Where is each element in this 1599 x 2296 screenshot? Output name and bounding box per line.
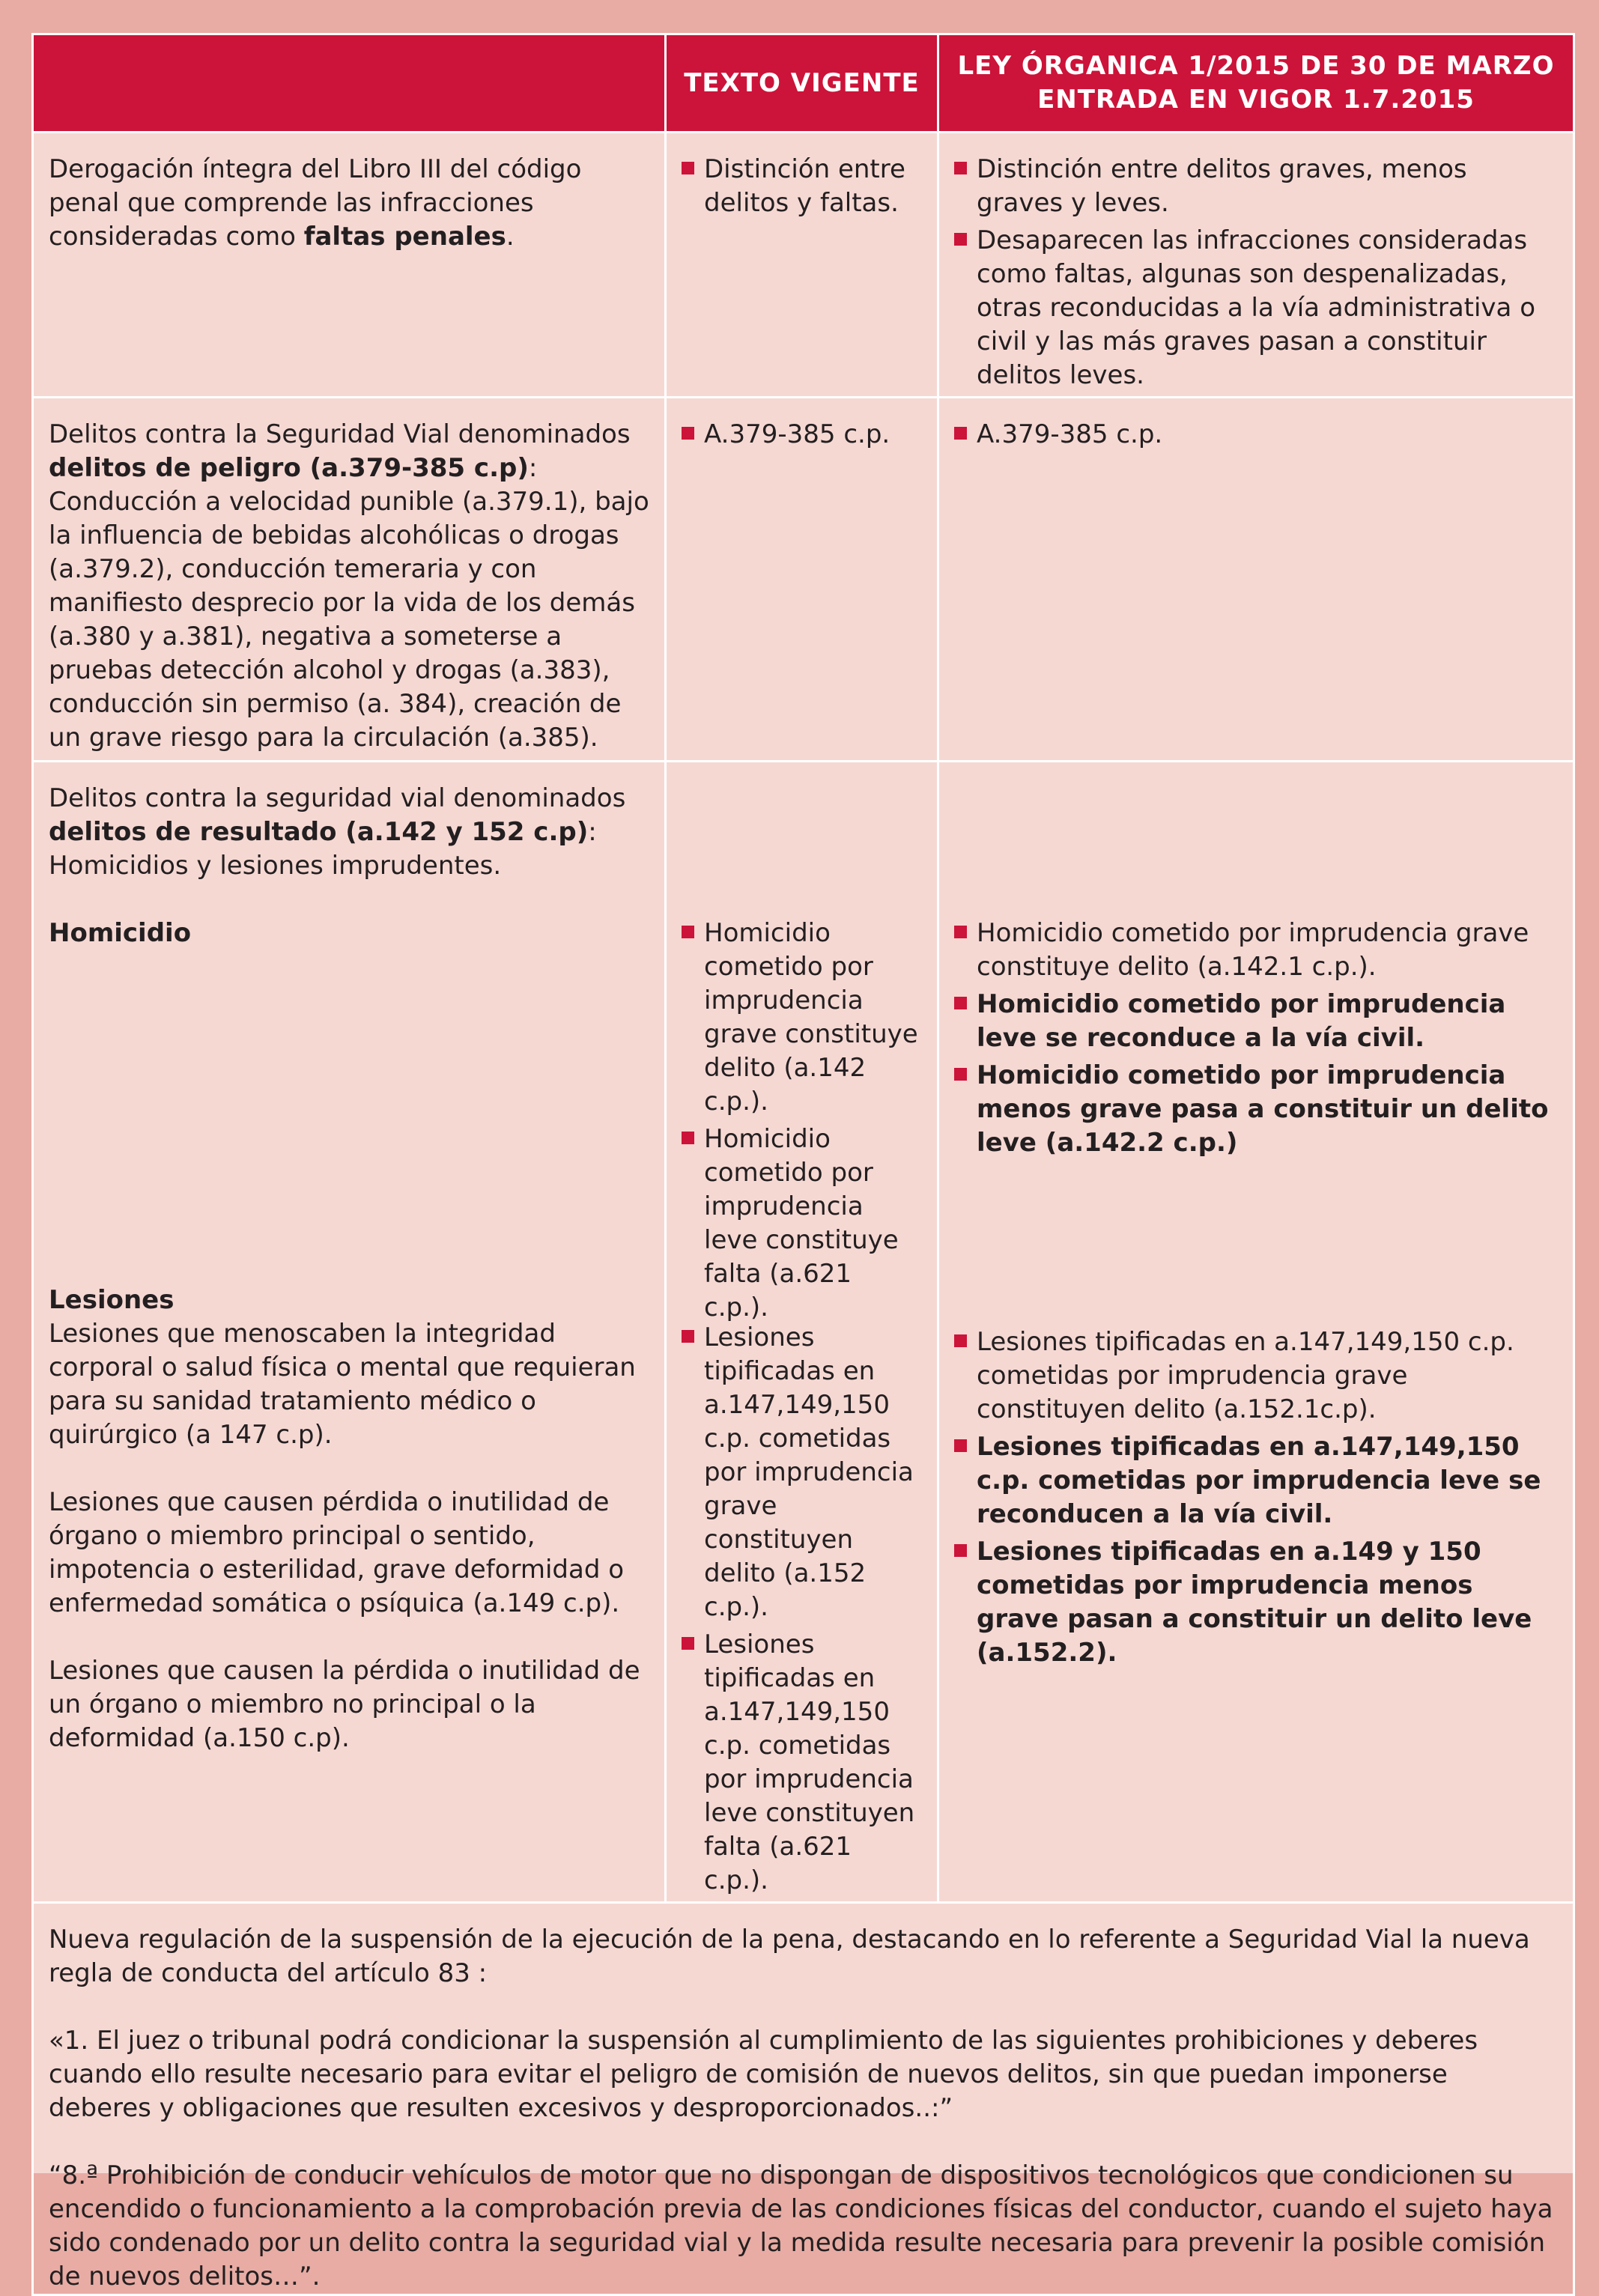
- row4-p3: “8.ª Prohibición de conducir vehículos de motor que no dispongan de dispositivos tecnológicos que condicionen su encendido o funcionamiento a la comprobación previa de las condiciones físicas del conductor, cuando el sujeto haya sido condenado por un delito contra la seguridad vial y la medida resulte necesaria para prevenir la posible comisión de nuevos delitos…”.: [49, 2160, 1553, 2292]
- bullet-square-icon: [682, 926, 694, 938]
- row3-ley: [938, 762, 1574, 1903]
- homicidio-vigente: [682, 917, 922, 1322]
- row3-vigente: [666, 762, 938, 1903]
- header-ley-organica: [938, 34, 1574, 133]
- bullet-square-icon: [954, 162, 967, 174]
- bullet-square-icon: [682, 162, 694, 174]
- bullet-square-icon: [682, 1132, 694, 1144]
- row1-post: .: [506, 222, 515, 252]
- bullet-square-icon: [682, 427, 694, 440]
- homicidio-ley: [954, 917, 1558, 1284]
- comparison-table: [31, 33, 1575, 2296]
- row2-description: Delitos contra la Seguridad Vial denominados delitos de peligro (a.379-385 c.p): Conducción a velocidad punible (a.379.1), bajo la influencia de bebidas alcohólicas o drogas (a.379.2), conducción temeraria y con manifiesto desprecio por la vida de los demás (a.380 y a.381), negativa a someterse a pruebas detección alcohol y drogas (a.383), conducción sin permiso (a. 384), creación de un grave riesgo para la circulación (a.385).: [33, 398, 666, 762]
- list-item: Lesiones tipificadas en a.147,149,150 c.p. cometidas por imprudencia grave constituyen delito (a.152 c.p.).: [682, 1321, 922, 1624]
- document-frame: [31, 33, 1573, 2292]
- lesiones-vigente: [682, 1321, 922, 1898]
- bullet-square-icon: [954, 997, 967, 1009]
- row1-description: [33, 133, 666, 398]
- row4-p1: Nueva regulación de la suspensión de la ejecución de la pena, destacando en lo referente a Seguridad Vial la nueva regla de conducta del artículo 83 :: [49, 1925, 1530, 1988]
- list-item: Homicidio cometido por imprudencia grave constituye delito (a.142.1 c.p.).: [954, 917, 1558, 984]
- row2-bold: delitos de peligro (a.379-385 c.p): [49, 453, 529, 483]
- row3-description: Delitos contra la seguridad vial denominados delitos de resultado (a.142 y 152 c.p): Homicidios y lesiones imprudentes. Homicidio Lesiones Lesiones que menoscaben la integridad corporal o salud física o mental que requieran para su sanidad tratamiento médico o quirúrgico (a 147 c.p). Lesiones que causen pérdida o inutilidad de órgano o miembro principal o sentido, impotencia o esterilidad, grave deformidad o enfermedad somática o psíquica (a.149 c.p). Lesiones que causen la pérdida o inutilidad de un órgano o miembro no principal o la deformidad (a.150 c.p).: [33, 762, 666, 1903]
- row2-intro: Delitos contra la Seguridad Vial denominados: [49, 419, 631, 449]
- row1-text: Derogación íntegra del Libro III del código penal que comprende las infracciones consideradas como: [49, 154, 582, 252]
- header-ley-line2: ENTRADA EN VIGOR 1.7.2015: [1037, 85, 1475, 115]
- row4-text: [33, 1903, 1574, 2295]
- list-item: A.379-385 c.p.: [954, 418, 1558, 452]
- list-item: Distinción entre delitos y faltas.: [682, 153, 922, 220]
- list-item: Lesiones tipificadas en a.149 y 150 cometidas por imprudencia menos grave pasan a constituir un delito leve (a.152.2).: [954, 1535, 1558, 1670]
- row-delitos-resultado: [33, 762, 1574, 1903]
- row2-vigente: [666, 398, 938, 762]
- list-item: Homicidio cometido por imprudencia leve constituye falta (a.621 c.p.).: [682, 1123, 922, 1325]
- list-item: A.379-385 c.p.: [682, 418, 922, 452]
- list-item: Desaparecen las infracciones consideradas como faltas, algunas son despenalizadas, otras reconducidas a la vía administrativa o civil y las más graves pasan a constituir delitos leves.: [954, 224, 1558, 392]
- row-suspension: [33, 1903, 1574, 2295]
- header-texto-vigente: TEXTO VIGENTE: [666, 34, 938, 133]
- bullet-square-icon: [954, 1439, 967, 1452]
- bullet-square-icon: [954, 1334, 967, 1347]
- list-item: Lesiones tipificadas en a.147,149,150 c.p. cometidas por imprudencia leve constituyen falta (a.621 c.p.).: [682, 1628, 922, 1898]
- bullet-square-icon: [954, 1068, 967, 1081]
- lesiones-p3: Lesiones que causen la pérdida o inutilidad de un órgano o miembro no principal o la deformidad (a.150 c.p).: [49, 1656, 640, 1753]
- bullet-square-icon: [954, 1544, 967, 1557]
- list-item: Lesiones tipificadas en a.147,149,150 c.p. cometidas por imprudencia grave constituyen delito (a.152.1c.p).: [954, 1325, 1558, 1427]
- lesiones-p1: Lesiones que menoscaben la integridad corporal o salud física o mental que requieran para su sanidad tratamiento médico o quirúrgico (a 147 c.p).: [49, 1319, 636, 1450]
- row3-intro: Delitos contra la seguridad vial denominados: [49, 783, 626, 813]
- list-item: Homicidio cometido por imprudencia leve se reconduce a la vía civil.: [954, 988, 1558, 1055]
- row2-text: Conducción a velocidad punible (a.379.1), bajo la influencia de bebidas alcohólicas o drogas (a.379.2), conducción temeraria y con manifiesto desprecio por la vida de los demás (a.380 y a.381), negativa a someterse a pruebas detección alcohol y drogas (a.383), conducción sin permiso (a. 384), creación de un grave riesgo para la circulación (a.385).: [49, 487, 649, 753]
- bullet-square-icon: [954, 926, 967, 938]
- bullet-square-icon: [954, 233, 967, 246]
- list-item: Homicidio cometido por imprudencia menos grave pasa a constituir un delito leve (a.142.2 c.p.): [954, 1059, 1558, 1160]
- row3-bold: delitos de resultado (a.142 y 152 c.p): [49, 817, 589, 847]
- row3-post: Homicidios y lesiones imprudentes.: [49, 851, 502, 881]
- lesiones-title: Lesiones: [49, 1285, 175, 1315]
- row1-vigente: [666, 133, 938, 398]
- list-item: Distinción entre delitos graves, menos graves y leves.: [954, 153, 1558, 220]
- lesiones-p2: Lesiones que causen pérdida o inutilidad de órgano o miembro principal o sentido, impotencia o esterilidad, grave deformidad o enfermedad somática o psíquica (a.149 c.p).: [49, 1487, 625, 1618]
- lesiones-ley: [954, 1325, 1558, 1670]
- homicidio-title: Homicidio: [49, 918, 192, 948]
- row4-p2: «1. El juez o tribunal podrá condicionar la suspensión al cumplimiento de las siguientes prohibiciones y deberes cuando ello resulte necesario para evitar el peligro de comisión de nuevos delitos, sin que puedan imponerse deberes y obligaciones que resulten excesivos y desproporcionados..:”: [49, 2026, 1478, 2123]
- row2-ley: [938, 398, 1574, 762]
- header-empty: [33, 34, 666, 133]
- row1-bold: faltas penales: [303, 222, 506, 252]
- bullet-square-icon: [682, 1330, 694, 1343]
- row-faltas: [33, 133, 1574, 398]
- list-item: Homicidio cometido por imprudencia grave constituye delito (a.142 c.p.).: [682, 917, 922, 1119]
- homicidio-block: [49, 917, 649, 1284]
- bullet-square-icon: [954, 427, 967, 440]
- header-ley-line1: LEY ÓRGANICA 1/2015 DE 30 DE MARZO: [957, 51, 1555, 81]
- row-delitos-peligro: [33, 398, 1574, 762]
- header-row: [33, 34, 1574, 133]
- list-item: Lesiones tipificadas en a.147,149,150 c.p. cometidas por imprudencia leve se reconducen a la vía civil.: [954, 1430, 1558, 1531]
- row1-ley: [938, 133, 1574, 398]
- bullet-square-icon: [682, 1637, 694, 1650]
